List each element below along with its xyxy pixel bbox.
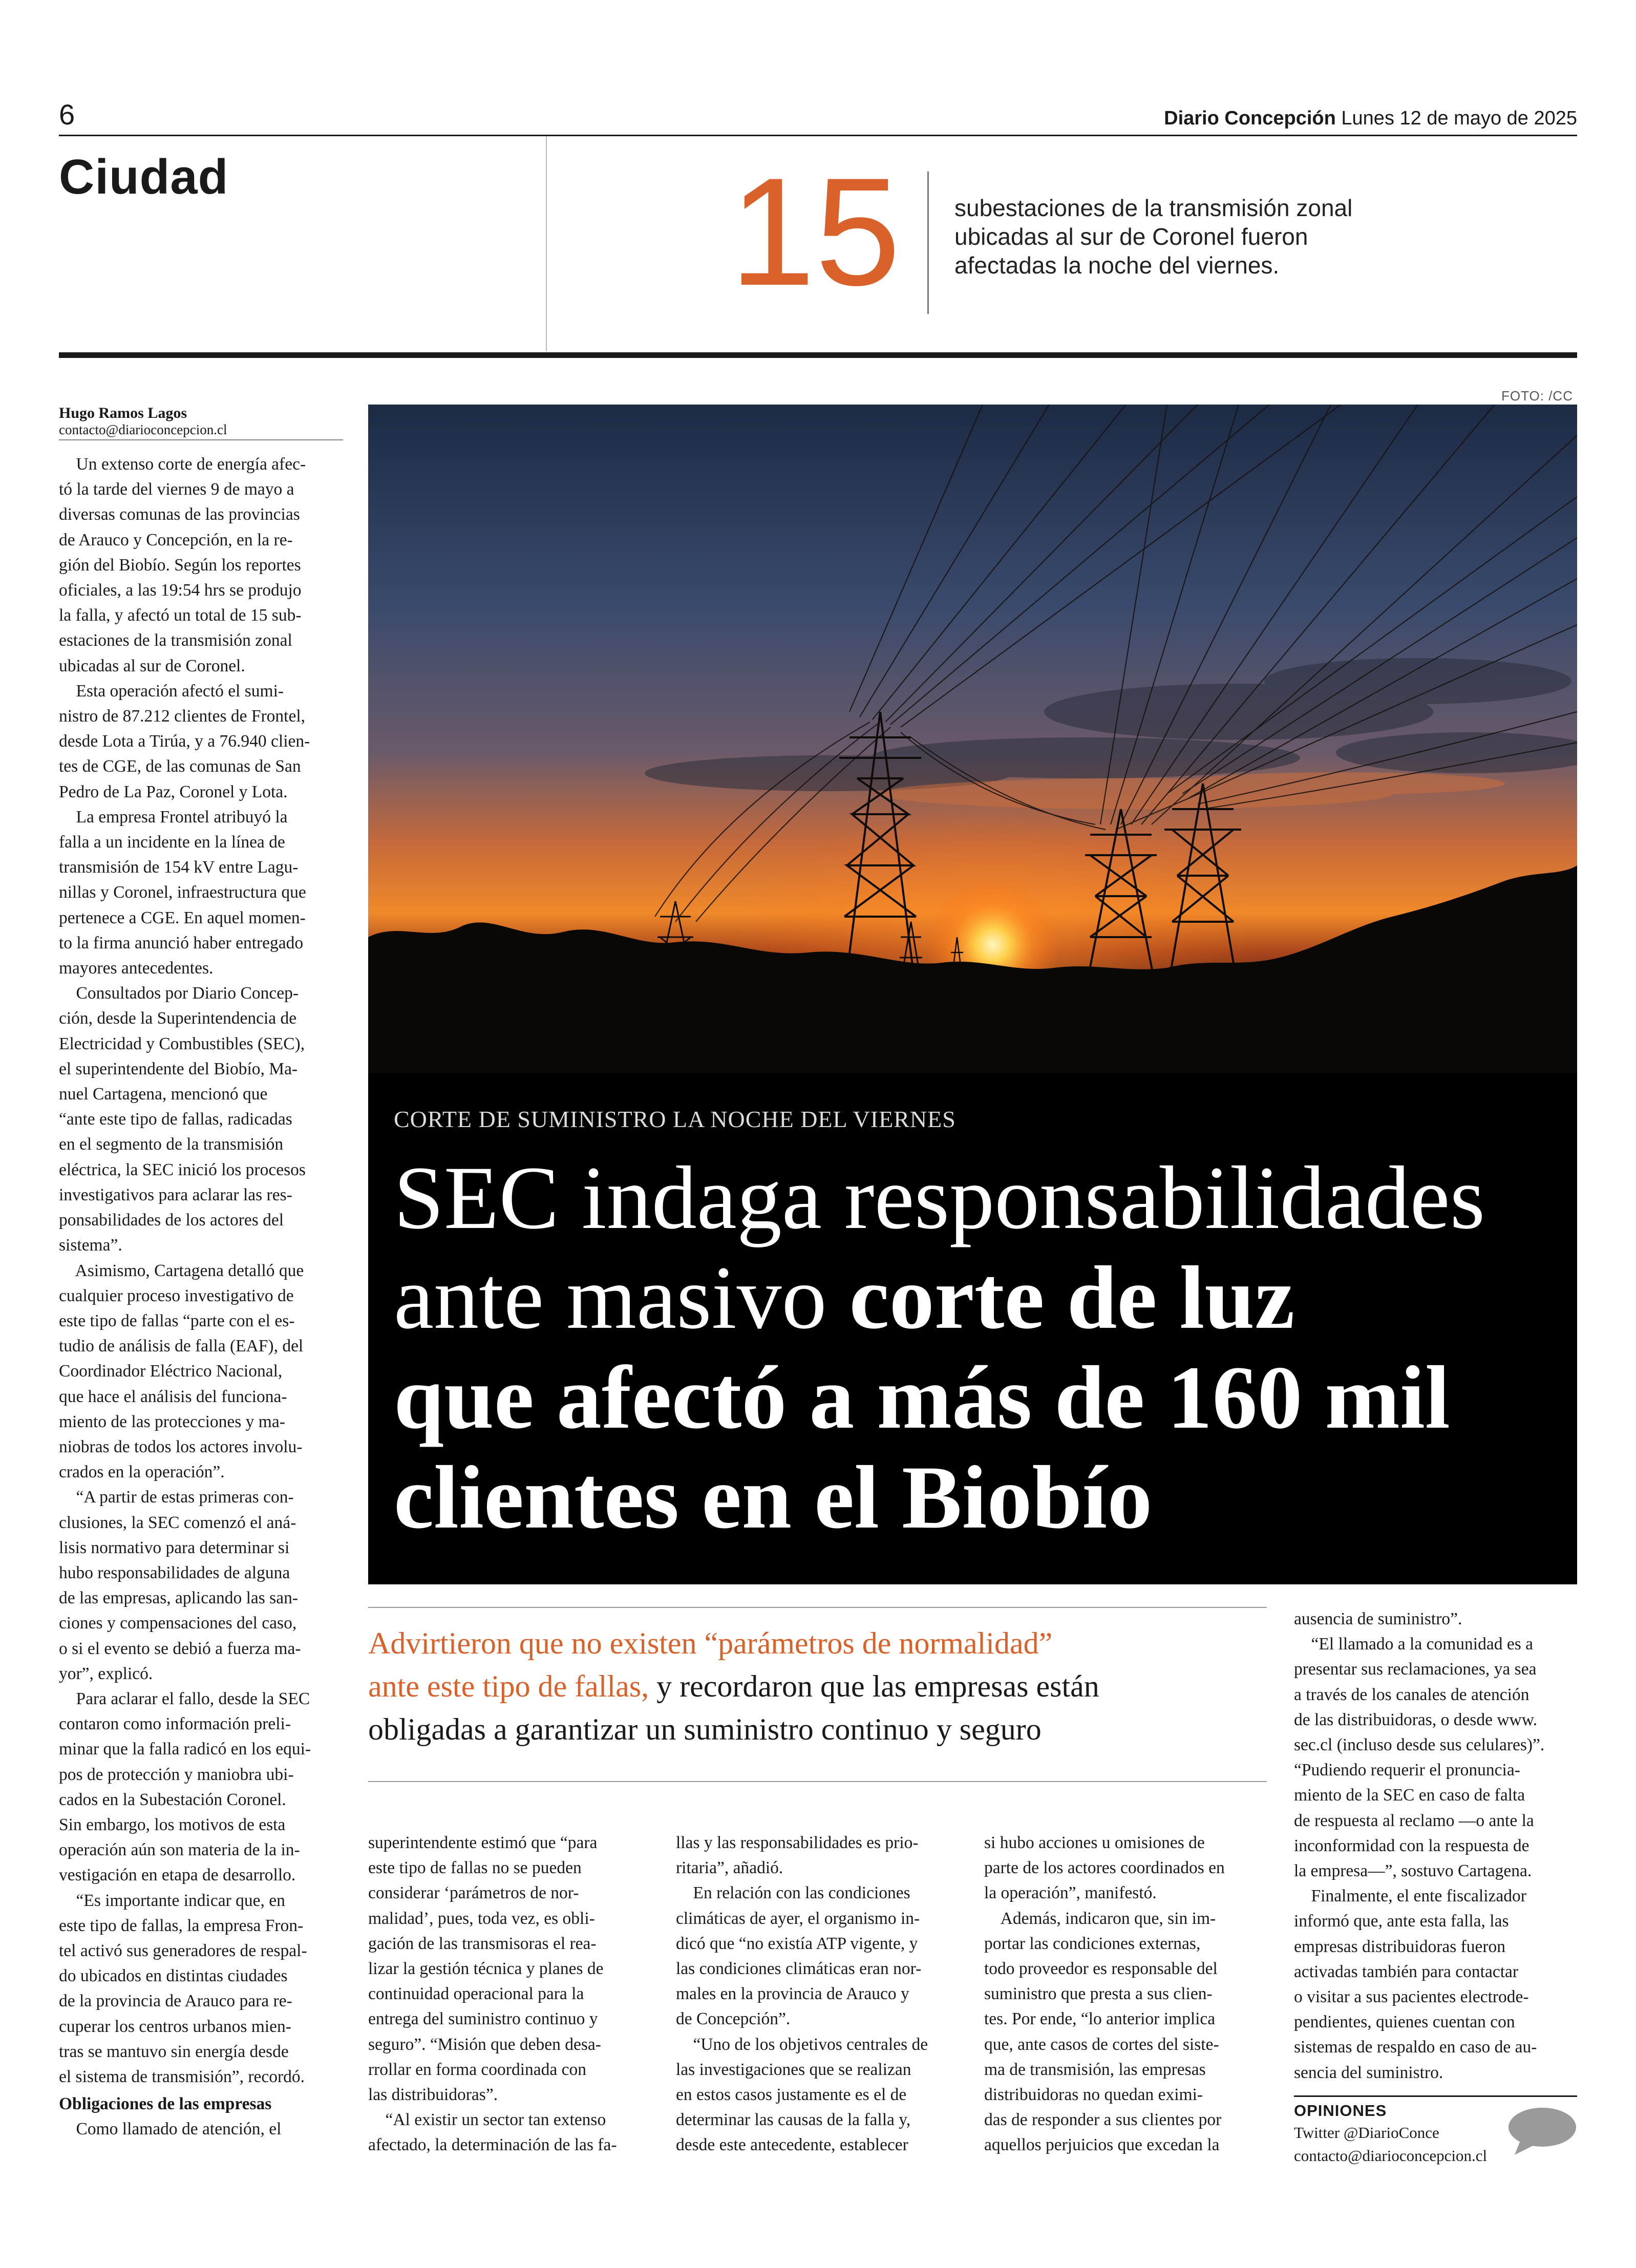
text-line: lisis normativo para determinar si	[59, 1538, 290, 1557]
text-line: gión del Biobío. Según los reportes	[59, 555, 301, 575]
text-line: tel activó sus generadores de respal-	[59, 1941, 307, 1960]
text-line: ubicadas al sur de Coronel.	[59, 656, 245, 675]
text-line: la operación”, manifestó.	[984, 1883, 1157, 1903]
column-lines	[368, 1830, 652, 2158]
author-rule	[59, 439, 343, 440]
text-line: falla a un incidente en la línea de	[59, 833, 285, 852]
text-line: nuel Cartagena, mencionó que	[59, 1085, 268, 1104]
deck-rule	[368, 1607, 1267, 1608]
text-line: o si el evento se debió a fuerza ma-	[59, 1639, 301, 1658]
text-line: contaron como información preli-	[59, 1714, 291, 1734]
text-line: en estos casos justamente es el de	[676, 2085, 907, 2105]
text-line: “El llamado a la comunidad es a	[1294, 1635, 1533, 1654]
headline-bold: corte de luz	[849, 1248, 1295, 1348]
author-email[interactable]: contacto@diarioconcepcion.cl	[59, 422, 227, 437]
masthead	[1164, 108, 1577, 130]
text-line: este tipo de fallas, la empresa Fron-	[59, 1916, 304, 1935]
text-line: hubo responsabilidades de alguna	[59, 1563, 290, 1582]
body-column-2	[368, 1830, 652, 2158]
text-line: Electricidad y Combustibles (SEC),	[59, 1034, 305, 1053]
text-line: tras se mantuvo sin energía desde	[59, 2042, 289, 2061]
text-line: pos de protección y maniobra ubi-	[59, 1765, 294, 1784]
text-line: Como llamado de atención, el	[59, 2119, 282, 2139]
text-line: “ante este tipo de fallas, radicadas	[59, 1110, 292, 1129]
headline-bold: clientes en el Biobío	[394, 1448, 1153, 1548]
body-column-3	[676, 1830, 960, 2158]
text-line: el sistema de transmisión”, recordó.	[59, 2067, 305, 2086]
text-line: tó la tarde del viernes 9 de mayo a	[59, 480, 294, 499]
text-line: suministro que presta a sus clien-	[984, 1984, 1213, 2004]
text-line: ritaria”, añadió.	[676, 1858, 783, 1878]
text-line: activadas también para contactar	[1294, 1962, 1519, 1981]
body-column-5	[1294, 1606, 1577, 2085]
text-line: superintendente estimó que “para	[368, 1833, 598, 1852]
text-line: ma de transmisión, las empresas	[984, 2060, 1206, 2079]
text-line: transmisión de 154 kV entre Lagu-	[59, 858, 299, 877]
text-line: este tipo de fallas “parte con el es-	[59, 1311, 295, 1330]
issue-date: Lunes 12 de mayo de 2025	[1341, 108, 1577, 129]
text-line: Finalmente, el ente fiscalizador	[1294, 1887, 1526, 1906]
text-line: clusiones, la SEC comenzó el aná-	[59, 1513, 296, 1532]
text-line: crados en la operación”.	[59, 1462, 225, 1482]
column-lines	[1294, 1606, 1577, 2085]
text-line: niobras de todos los actores involu-	[59, 1437, 303, 1456]
text-line: ausencia de suministro”.	[1294, 1609, 1462, 1628]
deck-text: y recordaron que las empresas están	[649, 1669, 1099, 1703]
highlight-line: afectadas la noche del viernes.	[954, 252, 1280, 279]
text-line: Asimismo, Cartagena detalló que	[59, 1261, 304, 1280]
text-line: las investigaciones que se realizan	[676, 2060, 911, 2079]
text-line: do ubicados en distintas ciudades	[59, 1966, 288, 1986]
deck	[368, 1622, 1267, 1751]
lead-photo	[368, 405, 1577, 1073]
text-line: miento de la SEC en caso de falta	[1294, 1786, 1525, 1805]
text-line: Coordinador Eléctrico Nacional,	[59, 1362, 283, 1381]
text-line: aquellos perjuicios que excedan la	[984, 2135, 1220, 2155]
text-line: eléctrica, la SEC inició los procesos	[59, 1160, 306, 1179]
headline-line: SEC indaga responsabilidades	[394, 1148, 1485, 1248]
text-line: sistemas de respaldo en caso de au-	[1294, 2038, 1537, 2057]
text-line: que, ante casos de cortes del siste-	[984, 2034, 1219, 2054]
headline	[394, 1148, 1566, 1548]
text-line: desde Lota a Tirúa, y a 76.940 clien-	[59, 732, 310, 751]
text-line: de la provincia de Arauco para re-	[59, 1991, 292, 2011]
text-line: empresas distribuidoras fueron	[1294, 1937, 1506, 1956]
highlight-line: ubicadas al sur de Coronel fueron	[954, 223, 1308, 250]
deck-line	[368, 1665, 1267, 1708]
text-line: de las empresas, aplicando las san-	[59, 1588, 298, 1608]
text-line: “Uno de los objetivos centrales de	[676, 2034, 928, 2054]
text-line: Consultados por Diario Concep-	[59, 984, 299, 1003]
opinions-email[interactable]: contacto@diarioconcepcion.cl	[1294, 2147, 1488, 2165]
author-name: Hugo Ramos Lagos	[59, 405, 187, 421]
text-line: de respuesta al reclamo —o ante la	[1294, 1811, 1534, 1830]
text-line: llas y las responsabilidades es prio-	[676, 1833, 919, 1852]
text-line: si hubo acciones u omisiones de	[984, 1833, 1205, 1852]
opinions-title: OPINIONES	[1294, 2102, 1387, 2119]
text-line: dicó que “no existía ATP vigente, y	[676, 1934, 918, 1953]
header-heavy-rule	[59, 352, 1577, 358]
text-line: informó que, ante esta falla, las	[1294, 1912, 1509, 1931]
text-line: operación aún son materia de la in-	[59, 1840, 300, 1860]
text-line: minar que la falla radicó en los equi-	[59, 1740, 311, 1759]
highlight-line: subestaciones de la transmisión zonal	[954, 195, 1353, 221]
text-line: tes. Por ende, “lo anterior implica	[984, 2009, 1216, 2029]
text-line: de Arauco y Concepción, en la re-	[59, 530, 293, 549]
text-line: continuidad operacional para la	[368, 1984, 584, 2004]
page-number: 6	[59, 98, 75, 131]
text-line: distribuidoras no quedan eximi-	[984, 2085, 1203, 2105]
text-line: a través de los canales de atención	[1294, 1685, 1529, 1704]
highlight-divider	[927, 172, 929, 314]
text-line: cados en la Subestación Coronel.	[59, 1790, 286, 1809]
text-line: Esta operación afectó el sumi-	[59, 681, 284, 701]
text-line: seguro”. “Misión que deben desa-	[368, 2034, 601, 2054]
text-line: de Concepción”.	[676, 2009, 791, 2029]
text-line: lizar la gestión técnica y planes de	[368, 1959, 604, 1979]
text-line: Para aclarar el fallo, desde la SEC	[59, 1689, 310, 1708]
deck-line: Advirtieron que no existen “parámetros de normalidad”	[368, 1626, 1053, 1660]
power-towers-sunset-image	[368, 405, 1577, 1073]
text-line: miento de las protecciones y ma-	[59, 1412, 285, 1431]
headline-line	[394, 1248, 1566, 1348]
speech-bubble-icon	[1505, 2106, 1577, 2159]
text-line: rrollar en forma coordinada con	[368, 2060, 586, 2079]
text-line: diversas comunas de las provincias	[59, 505, 300, 524]
text-line: Un extenso corte de energía afec-	[59, 455, 306, 474]
text-line: Sin embargo, los motivos de esta	[59, 1815, 286, 1834]
text-line: parte de los actores coordinados en	[984, 1858, 1225, 1878]
subheading: Obligaciones de las empresas	[59, 2094, 272, 2114]
highlight-number: 15	[730, 145, 901, 317]
headline-regular: ante masivo	[394, 1248, 849, 1348]
text-line: malidad’, pues, toda vez, es obli-	[368, 1909, 595, 1928]
text-line: las distribuidoras”.	[368, 2085, 498, 2105]
deck-rule	[368, 1781, 1267, 1782]
text-line: oficiales, a las 19:54 hrs se produjo	[59, 581, 302, 600]
text-line: presentar sus reclamaciones, ya sea	[1294, 1660, 1537, 1679]
text-line: pendientes, quienes cuentan con	[1294, 2012, 1515, 2032]
text-line: de las distribuidoras, o desde www.	[1294, 1710, 1538, 1729]
text-line: gación de las transmisoras el rea-	[368, 1934, 597, 1953]
text-line: cualquier proceso investigativo de	[59, 1286, 294, 1305]
text-line: inconformidad con la respuesta de	[1294, 1836, 1529, 1855]
text-line: sistema”.	[59, 1236, 122, 1255]
body-column-1	[59, 452, 343, 2142]
text-line: Además, indicaron que, sin im-	[984, 1909, 1216, 1928]
column-lines	[984, 1830, 1268, 2158]
headline-bold: que afectó a más de 160 mil	[394, 1348, 1450, 1448]
text-line: las condiciones climáticas eran nor-	[676, 1959, 922, 1979]
text-line: En relación con las condiciones	[676, 1883, 910, 1903]
text-line: “A partir de estas primeras con-	[59, 1488, 294, 1507]
text-line: Pedro de La Paz, Coronel y Lota.	[59, 782, 288, 801]
newspaper-name: Diario Concepción	[1164, 108, 1336, 129]
text-line: estaciones de la transmisión zonal	[59, 631, 292, 650]
text-line: tudio de análisis de falla (EAF), del	[59, 1337, 304, 1356]
column-lines	[676, 1830, 960, 2158]
text-line: investigativos para aclarar las res-	[59, 1185, 292, 1204]
text-line: portar las condiciones externas,	[984, 1934, 1201, 1953]
body-column-4	[984, 1830, 1268, 2158]
text-line: que hace el análisis del funciona-	[59, 1387, 287, 1406]
text-line: cuperar los centros urbanos mien-	[59, 2017, 291, 2036]
text-line: la falla, y afectó un total de 15 sub-	[59, 606, 302, 625]
photo-credit: FOTO: /CC	[1501, 388, 1573, 404]
opinions-rule	[1294, 2095, 1577, 2097]
column-lines	[59, 2116, 343, 2142]
text-line: nistro de 87.212 clientes de Frontel,	[59, 707, 306, 726]
text-line: pertenece a CGE. En aquel momen-	[59, 908, 306, 927]
text-line: sec.cl (incluso desde sus celulares)”.	[1294, 1735, 1545, 1755]
header-rule	[59, 135, 1577, 136]
text-line: “Es importante indicar que, en	[59, 1891, 285, 1910]
text-line: o visitar a sus pacientes electrode-	[1294, 1987, 1529, 2007]
opinions-twitter[interactable]: Twitter @DiarioConce	[1294, 2124, 1439, 2142]
text-line: tes de CGE, de las comunas de San	[59, 757, 301, 776]
text-line: ción, desde la Superintendencia de	[59, 1009, 297, 1028]
text-line: males en la provincia de Arauco y	[676, 1984, 909, 2004]
text-line: das de responder a sus clientes por	[984, 2110, 1222, 2130]
text-line: nillas y Coronel, infraestructura que	[59, 883, 306, 902]
text-line: climáticas de ayer, el organismo in-	[676, 1909, 920, 1928]
deck-line: obligadas a garantizar un suministro continuo y seguro	[368, 1712, 1042, 1746]
text-line: desde este antecedente, establecer	[676, 2135, 908, 2155]
kicker: CORTE DE SUMINISTRO LA NOCHE DEL VIERNES	[394, 1106, 956, 1132]
text-line: “Pudiendo requerir el pronuncia-	[1294, 1761, 1520, 1780]
text-line: mayores antecedentes.	[59, 959, 214, 978]
text-line: la empresa—”, sostuvo Cartagena.	[1294, 1861, 1532, 1881]
headline-line	[394, 1448, 1566, 1548]
text-line: este tipo de fallas no se pueden	[368, 1858, 582, 1878]
text-line: to la firma anunció haber entregado	[59, 933, 304, 952]
text-line: yor”, explicó.	[59, 1664, 153, 1683]
text-line: entrega del suministro continuo y	[368, 2009, 598, 2029]
text-line: sencia del suministro.	[1294, 2063, 1443, 2082]
text-line: considerar ‘parámetros de nor-	[368, 1883, 579, 1903]
text-line: “Al existir un sector tan extenso	[368, 2110, 606, 2130]
deck-accent: ante este tipo de fallas,	[368, 1669, 649, 1703]
highlight-text	[954, 194, 1415, 280]
section-title: Ciudad	[59, 150, 229, 204]
text-line: La empresa Frontel atribuyó la	[59, 807, 288, 826]
headline-line	[394, 1348, 1566, 1448]
text-line: ponsabilidades de los actores del	[59, 1211, 284, 1230]
text-line: el superintendente del Biobío, Ma-	[59, 1059, 298, 1078]
text-line: todo proveedor es responsable del	[984, 1959, 1218, 1979]
header-divider	[546, 136, 547, 351]
text-line: ciones y compensaciones del caso,	[59, 1614, 297, 1633]
text-line: determinar las causas de la falla y,	[676, 2110, 911, 2130]
column-lines	[59, 452, 343, 2089]
text-line: vestigación en etapa de desarrollo.	[59, 1866, 296, 1885]
text-line: en el segmento de la transmisión	[59, 1135, 284, 1154]
text-line: afectado, la determinación de las fa-	[368, 2135, 617, 2155]
